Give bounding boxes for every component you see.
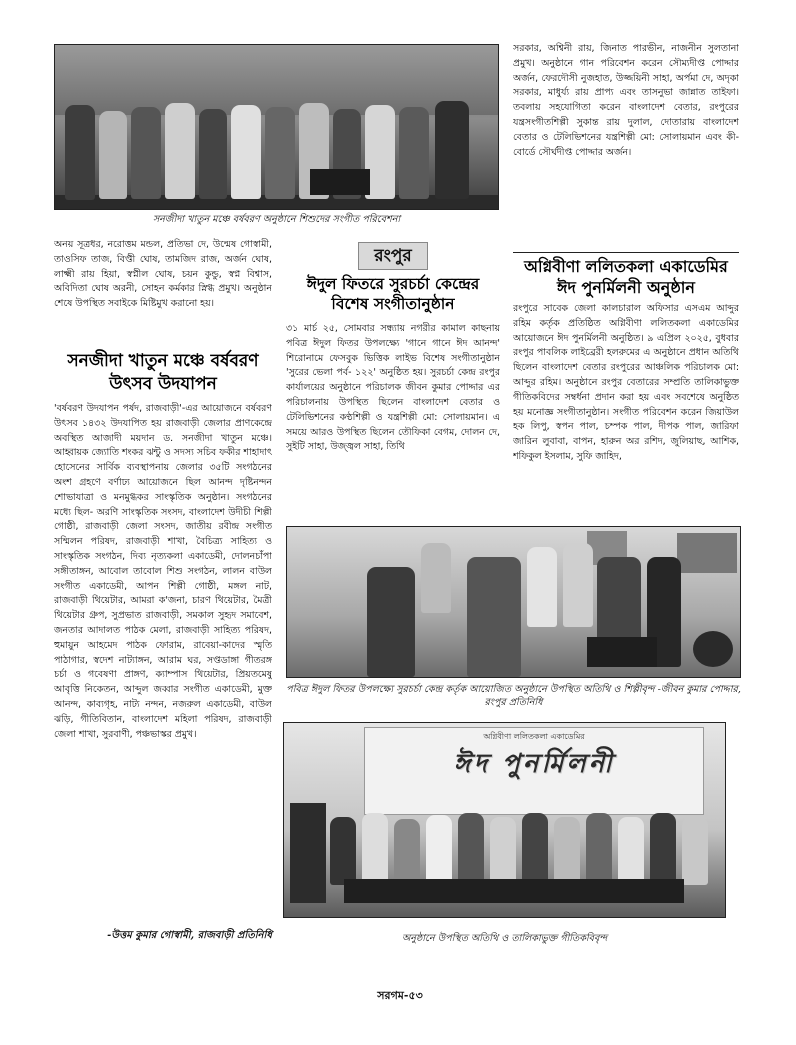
left-headline: সনজীদা খাতুন মঞ্চে বর্ষবরণ উৎসব উদযাপন bbox=[67, 351, 259, 394]
guest-figure bbox=[618, 817, 644, 885]
guest-figure bbox=[650, 813, 676, 885]
photo-eid-reunion bbox=[283, 722, 726, 918]
middle-headline: ঈদুল ফিতরে সুরচর্চা কেন্দ্রের বিশেষ সংগীতানুষ্ঠান bbox=[306, 275, 480, 313]
left-byline: -উত্তম কুমার গোস্বামী, রাজবাড়ী প্রতিনিধি bbox=[107, 930, 272, 941]
child-figure bbox=[165, 103, 195, 199]
child-figure bbox=[231, 105, 261, 199]
wall-portraits bbox=[677, 533, 737, 573]
right-headline: অগ্নিবীণা ললিতকলা একাডেমির ঈদ পুনর্মিলনী অনুষ্ঠান bbox=[524, 257, 728, 297]
guest-figure bbox=[458, 813, 484, 885]
child-figure bbox=[563, 543, 593, 627]
guest-figure bbox=[682, 817, 708, 885]
child-figure bbox=[99, 111, 127, 199]
photo-children-singing bbox=[54, 44, 499, 210]
musician-figure bbox=[367, 567, 415, 677]
photo-musicians bbox=[286, 526, 741, 678]
banner-top-text: অগ্নিবীণা ললিতকলা একাডেমির bbox=[483, 732, 585, 741]
child-figure bbox=[399, 107, 429, 199]
speaker-box bbox=[310, 169, 370, 195]
right-top-rule bbox=[513, 252, 739, 253]
photo3-caption: অনুষ্ঠানে উপস্থিত অতিথি ও তালিকাভুক্ত গীতিকবিবৃন্দ bbox=[401, 933, 608, 944]
harmonium bbox=[587, 637, 657, 667]
photo1-caption: সনজীদা খাতুন মঞ্চে বর্ষবরণ অনুষ্ঠানে শিশুদের সংগীত পরিবেশনা bbox=[152, 214, 401, 225]
podium bbox=[290, 803, 326, 903]
child-figure bbox=[199, 109, 227, 199]
guest-figure bbox=[426, 815, 452, 885]
guest-figure bbox=[554, 817, 580, 885]
child-figure bbox=[131, 107, 161, 199]
left-article-text: 'বর্ষবরণ উদযাপন পর্ষদ, রাজবাড়ী'-এর আয়োজনে বর্ষবরণ উৎসব ১৪৩২ উদযাপিত হয় রাজবাড়ী জেলার প্রাণকেন্দ্রে অবস্থিত আজাদী ময়দান ড. সনজীদা খাতুন মঞ্চে। আহ্বায়ক জ্যোতি শংকর ঝন্টু ও সদস্য সচিব ফকীর শাহাদাৎ হোসেনের সার্বিক ব্যবস্থাপনায় জেলার ৩৫টি সংগঠনের অংশ গ্রহণে বর্ণাঢ্য আয়োজনে ছিল আনন্দ দৃষ্টিনন্দন শোভাযাত্রা ও মনমুগ্ধকর সাংস্কৃতিক অনুষ্ঠান। সংগঠনের মধ্যে ছিল- অরণি সাংস্কৃতিক সংসদ, বাংলাদেশ উদীচী শিল্পী গোষ্ঠী, রাজবাড়ী জেলা সংসদ, জাতীয় রবীন্দ্র সংগীত সম্মিলন পরিষদ, রাজবাড়ী শাখা, বৈচিত্র্য সাহিত্য ও সাংস্কৃতিক সংগঠন, দিব্য নৃত্যকলা একাডেমী, দোলনচাঁপা সঙ্গীতাঙ্গন, আবোল তাবোল শিশু সংগঠন, লালন বাউল সংগীত একাডেমী, আপন শিল্পী গোষ্ঠী, মঙ্গল নাট, রাজবাড়ী থিয়েটার, আমরা ক'জনা, চারণ থিয়েটার, মৈত্রী থিয়েটার গ্রুপ, সুপ্রভাত রাজবাড়ী, সমকাল সুহৃদ সমাবেশ, জনতার আদালত পাঠক মেলা, রাজবাড়ী সাহিত্য পরিষদ, হুমায়ুন আহমেদ পাঠক ফোরাম, রাবেয়া-কাদের স্মৃতি পাঠাগার, স্বদেশ নাট্যাঙ্গন, আরাম ঘর, সপ্তডাঙ্গা গীতরঙ্গ চর্চা ও গবেষণা প্রাঙ্গণ, ক্যাম্পাস থিয়েটার, প্রিয়তমেষু আবৃত্তি নিকেতন, আব্দুল জব্বার সংগীত একাডেমী, মুক্ত আনন্দ, কাব্যগৃহ, নাট্য নন্দন, নজরুল একাডেমী, বাউল ঝড়ি, গীতিবিতান, বাংলাদেশ মহিলা পরিষদ, রাজবাড়ী জেলা শাখা, সুরবাণী, পঞ্চভাস্কর প্রমুখ। bbox=[54, 403, 272, 740]
child-figure bbox=[421, 543, 451, 613]
banner-title: ঈদ পুনর্মিলনী bbox=[453, 749, 615, 779]
child-figure bbox=[265, 107, 295, 199]
guest-figure bbox=[586, 813, 612, 885]
photo2-caption: পবিত্র ঈদুল ফিতর উপলক্ষ্যে সুরচর্চা কেন্দ্র কর্তৃক আয়োজিত অনুষ্ঠানে উপস্থিত অতিথি ও শিল্পীবৃন্দ -জীবন কুমার পোদ্দার, রংপুর প্রতিনিধি bbox=[286, 684, 741, 708]
top-right-text: সরকার, অশ্বিনী রায়, জিনাত পারভীন, নাজনীন সুলতানা প্রমুখ। অনুষ্ঠানে গান পরিবেশন করেন সৌম্যদীপ্ত পোদ্দার অর্জন, ফেরদৌসী নুজহাত, উজ্জয়িনী সাহা, অর্পমা দে, অদৃকা সরকার, মাধুর্য্য রায় প্রাপ্য এবং তাসনুভা জান্নাত তাইফা। তবলায় সহযোগিতা করেন বাংলাদেশ বেতার, রংপুরের যন্ত্রসংগীতশিল্পী সুকান্ত রায় দুলাল, দোতারায় বাংলাদেশ বেতার ও টেলিভিশনের যন্ত্রশিল্পী মো: সোলায়মান এবং কী-বোর্ডে সৌর্ঘদীপ্ত পোদ্দার অর্জন। bbox=[513, 43, 739, 158]
page-number: সরগম-৫৩ bbox=[377, 989, 423, 1002]
stage-backdrop bbox=[55, 45, 499, 115]
child-figure bbox=[527, 547, 557, 627]
tabla bbox=[693, 631, 733, 667]
musician-figure bbox=[467, 557, 521, 677]
child-figure bbox=[65, 105, 95, 200]
guest-figure bbox=[522, 813, 548, 885]
child-figure bbox=[435, 101, 469, 199]
right-article-text: রংপুরে সাবেক জেলা কালচারাল অফিসার এসএম আব্দুর রহিম কর্তৃক প্রতিষ্ঠিত অগ্নিবীণা ললিতকলা একাডেমির আয়োজনে ঈদ পুনর্মিলনী অনুষ্ঠিত। ৯ এপ্রিল ২০২৫, বুধবার রংপুর পাবলিক লাইব্রেরী হলরুমের এ অনুষ্ঠানে প্রধান অতিথি ছিলেন বাংলাদেশ বেতার রংপুরের আঞ্চলিক পরিচালক মো: আব্দুর রহিম। অনুষ্ঠানে রংপুর বেতারের সম্প্রতি তালিকাভুক্ত গীতিকবিদের সম্বর্ধনা প্রদান করা হয় এবং সবশেষে অনুষ্ঠিত হয় মনোজ্ঞ সংগীতানুষ্ঠান। সংগীত পরিবেশন করেন জিয়াউল হক লিপু, স্বপন পাল, চম্পক পাল, দীপক পাল, জারিফা জারিন লুবাবা, বাপন, হারুন অর রশিদ, জুলিয়াছ, আশিক, শফিকুল ইসলাম, সুফি জাহিদ, bbox=[513, 303, 739, 462]
section-rangpur: রংপুর bbox=[358, 242, 428, 270]
guest-figure bbox=[362, 813, 388, 885]
front-table bbox=[344, 879, 684, 903]
guest-figure bbox=[394, 819, 420, 885]
guest-figure bbox=[490, 817, 516, 885]
middle-article-text: ৩১ মার্চ ২৫, সোমবার সন্ধ্যায় নগরীর কামাল কাছনায় পবিত্র ঈদুল ফিতর উপলক্ষ্যে 'গানে গানে ঈদ আনন্দ' শিরোনামে ফেসবুক ভিত্তিক লাইভ বিশেষ সংগীতানুষ্ঠান 'সুরের ভেলা পর্ব- ১২২' অনুষ্ঠিত হয়। সুরচর্চা কেন্দ্র রংপুর কার্যালয়ের অনুষ্ঠানে পরিচালক জীবন কুমার পোদ্দার এর পরিচালনায় উপস্থিত ছিলেন বাংলাদেশ বেতার ও টেলিভিশনের কণ্ঠশিল্পী ও যন্ত্রশিল্পী মো: সোলায়মান। এ সময়ে আরও উপস্থিত ছিলেন তৌফিকা বেগম, দোলন দে, সুইটি সাহা, উজ্জ্বল সাহা, তিথি bbox=[286, 323, 500, 453]
guest-figure bbox=[330, 817, 356, 885]
left-intro-text: অনয় সূত্রধর, নরোত্তম মন্ডল, প্রতিভা দে, উন্মেষ গোস্বামী, তাওসিফ তাজ, বিপ্তী ঘোষ, তামজিদ রাজ, অর্জন ঘোষ, লাক্ষ্মী রায় হিয়া, স্বপ্নীল ঘোষ, চয়ন কুন্ডু, স্বপ্ন বিশ্বাস, অবিদিতা ঘোষ অরনী, সোহন কর্মকার স্নিগ্ধ প্রমুখ। অনুষ্ঠান শেষে উপস্থিত সবাইকে মিষ্টিমুখ করানো হয়। bbox=[54, 239, 272, 310]
